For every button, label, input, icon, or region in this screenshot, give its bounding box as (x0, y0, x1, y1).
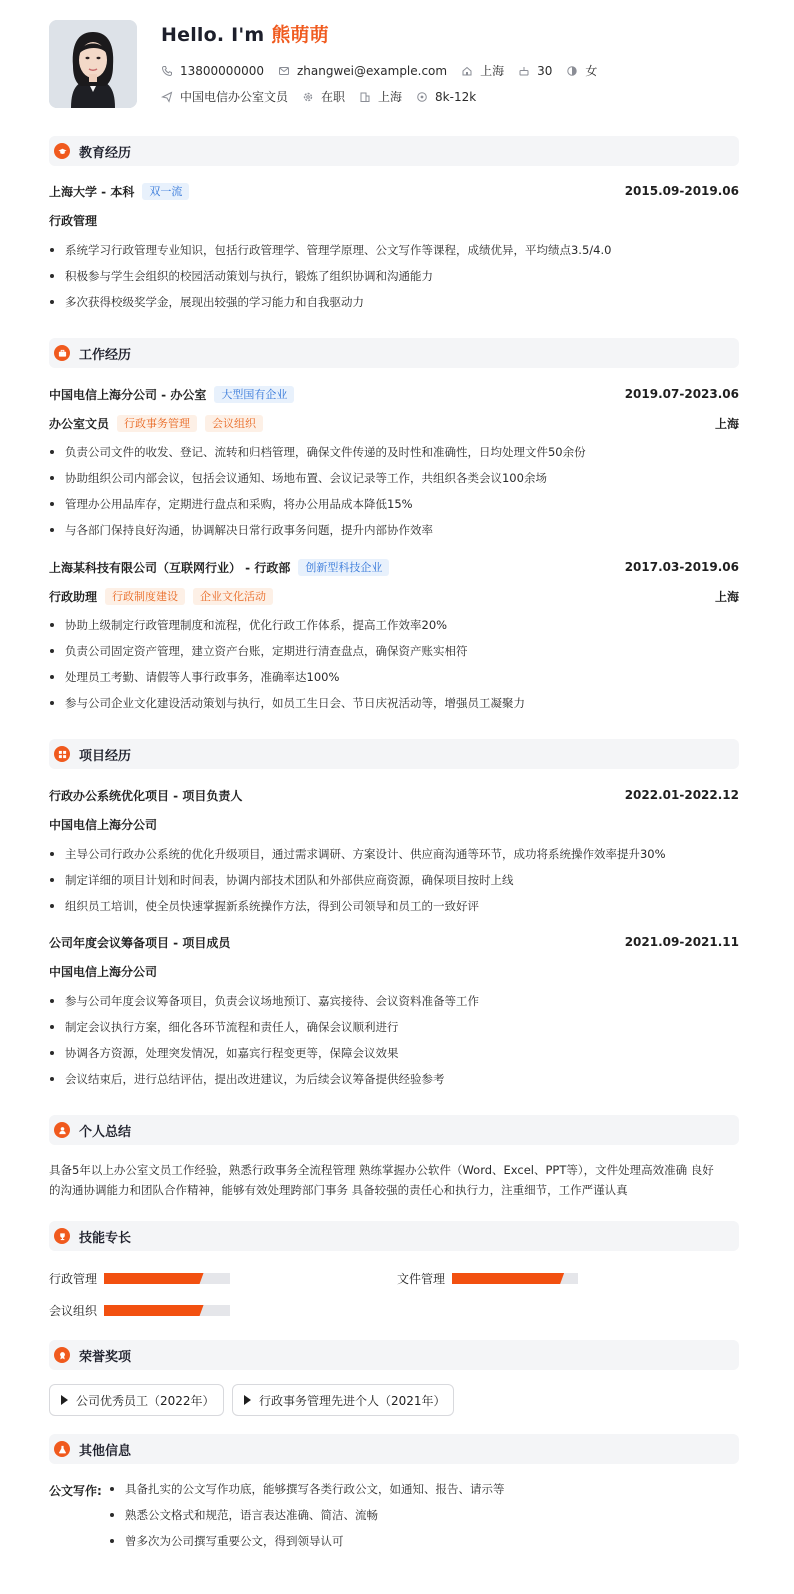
grid-icon (54, 746, 70, 762)
skill-bar-fill (104, 1273, 204, 1284)
skill-bar-fill (104, 1305, 204, 1316)
role-tag: 会议组织 (205, 415, 263, 432)
candidate-name: 熊萌萌 (271, 24, 329, 46)
list-item: 制定详细的项目计划和时间表，协调内部技术团队和外部供应商资源，确保项目按时上线 (49, 870, 739, 896)
home-icon (461, 65, 473, 77)
work-period: 2017.03-2019.06 (624, 560, 739, 574)
major-name: 行政管理 (49, 214, 98, 228)
work-role-row (49, 414, 739, 432)
section-title: 荣誉奖项 (79, 1349, 132, 1365)
send-icon (161, 91, 173, 103)
medal-icon (54, 1347, 70, 1363)
skill-bar (452, 1273, 578, 1284)
role-tag: 行政制度建设 (105, 588, 185, 605)
other-bullets (109, 1479, 739, 1557)
phone-icon (161, 65, 173, 77)
person-icon (54, 1122, 70, 1138)
phone-info: 13800000000 (161, 64, 264, 78)
role-tag: 行政事务管理 (117, 415, 197, 432)
role-name: 行政助理 (49, 589, 98, 604)
skill-item (397, 1270, 578, 1287)
list-item: 处理员工考勤、请假等人事行政事务，准确率达100% (49, 667, 739, 693)
project-bullets (49, 844, 739, 922)
section-education (49, 136, 739, 166)
section-skills (49, 1221, 739, 1251)
project-org: 中国电信上海分公司 (49, 965, 158, 979)
summary-line: 具备5年以上办公室文员工作经验，熟悉行政事务全流程管理 熟练掌握办公软件（Word、Excel、PPT等），文件处理高效准确 良好 (49, 1163, 714, 1177)
greeting-title (161, 20, 329, 47)
work-location: 上海 (714, 589, 739, 604)
work-bullets (49, 615, 739, 719)
list-item: 协助组织公司内部会议，包括会议通知、场地布置、会议记录等工作，共组织各类会议100余场 (49, 468, 739, 494)
project-entry-header (49, 933, 739, 951)
section-work (49, 338, 739, 368)
list-item: 协助上级制定行政管理制度和流程，优化行政工作体系，提高工作效率20% (49, 615, 739, 641)
list-item: 管理办公用品库存，定期进行盘点和采购，将办公用品成本降低15% (49, 494, 739, 520)
skill-bar (104, 1305, 230, 1316)
skill-name: 文件管理 (397, 1272, 446, 1286)
work-entry-header (49, 385, 739, 403)
summary-line: 的沟通协调能力和团队合作精神，能够有效处理跨部门事务 具备较强的责任心和执行力，注重细节，工作严谨认真 (49, 1183, 628, 1197)
status-info: 在职 (302, 88, 345, 105)
other-category-label: 公文写作: (49, 1484, 102, 1498)
salary-info: 8k-12k (416, 90, 476, 104)
triangle-bullet-icon (244, 1395, 251, 1405)
skill-item (49, 1302, 230, 1319)
role-name: 办公室文员 (49, 416, 110, 431)
city-info: 上海 (461, 62, 504, 79)
list-item: 曾多次为公司撰写重要公文，得到领导认可 (109, 1531, 739, 1557)
list-item: 系统学习行政管理专业知识，包括行政管理学、管理学原理、公文写作等课程，成绩优异，平均绩点3.5/4.0 (49, 240, 739, 266)
work-role-row (49, 587, 739, 605)
section-title: 教育经历 (79, 145, 132, 161)
list-item: 多次获得校级奖学金，展现出较强的学习能力和自我驱动力 (49, 292, 739, 318)
list-item: 负责公司固定资产管理，建立资产台账，定期进行清查盘点，确保资产账实相符 (49, 641, 739, 667)
briefcase-icon (54, 345, 70, 361)
status-gear-icon (302, 91, 314, 103)
school-tag: 双一流 (142, 183, 189, 200)
avatar (49, 20, 137, 108)
section-title: 其他信息 (79, 1443, 132, 1459)
education-bullets (49, 240, 739, 318)
honor-item (49, 1384, 224, 1416)
mail-icon (278, 65, 290, 77)
work-location: 上海 (714, 416, 739, 431)
cake-icon (518, 65, 530, 77)
profile-header (49, 20, 739, 112)
section-title: 工作经历 (79, 347, 132, 363)
section-summary (49, 1115, 739, 1145)
job-intent-row (161, 88, 490, 105)
avatar-portrait-icon (49, 20, 137, 108)
work-entry-header (49, 558, 739, 576)
company-name: 中国电信上海分公司 - 办公室 (49, 387, 207, 402)
project-entry-header (49, 786, 739, 804)
list-item: 熟悉公文格式和规范，语言表达准确、简洁、流畅 (109, 1505, 739, 1531)
education-period: 2015.09-2019.06 (624, 184, 739, 198)
flask-icon (54, 1441, 70, 1457)
gender-icon (566, 65, 578, 77)
summary-text (49, 1160, 739, 1200)
education-entry-header (49, 182, 739, 200)
list-item: 参与公司年度会议筹备项目，负责会议场地预订、嘉宾接待、会议资料准备等工作 (49, 991, 739, 1017)
section-other (49, 1434, 739, 1464)
project-title: 公司年度会议筹备项目 - 项目成员 (49, 935, 231, 950)
skill-bar (104, 1273, 230, 1284)
company-tag: 大型国有企业 (214, 386, 294, 403)
work-bullets (49, 442, 739, 546)
graduation-cap-icon (54, 143, 70, 159)
project-org: 中国电信上海分公司 (49, 818, 158, 832)
list-item: 组织员工培训，使全员快速掌握新系统操作方法，得到公司领导和员工的一致好评 (49, 896, 739, 922)
project-title: 行政办公系统优化项目 - 项目负责人 (49, 788, 243, 803)
honor-label: 行政事务管理先进个人（2021年） (259, 1393, 446, 1408)
triangle-bullet-icon (61, 1395, 68, 1405)
list-item: 参与公司企业文化建设活动策划与执行，如员工生日会、节日庆祝活动等，增强员工凝聚力 (49, 693, 739, 719)
work-period: 2019.07-2023.06 (624, 387, 739, 401)
list-item: 会议结束后，进行总结评估，提出改进建议，为后续会议筹备提供经验参考 (49, 1069, 739, 1095)
skill-name: 行政管理 (49, 1272, 98, 1286)
list-item: 协调各方资源，处理突发情况，如嘉宾行程变更等，保障会议效果 (49, 1043, 739, 1069)
greeting-prefix: Hello. I'm (161, 24, 265, 46)
company-tag: 创新型科技企业 (298, 559, 389, 576)
section-honors (49, 1340, 739, 1370)
section-title: 个人总结 (79, 1124, 132, 1140)
list-item: 主导公司行政办公系统的优化升级项目，通过需求调研、方案设计、供应商沟通等环节，成功将系统操作效率提升30% (49, 844, 739, 870)
list-item: 制定会议执行方案，细化各环节流程和责任人，确保会议顺利进行 (49, 1017, 739, 1043)
section-title: 技能专长 (79, 1230, 132, 1246)
role-tag: 企业文化活动 (193, 588, 273, 605)
email-info: zhangwei@example.com (278, 64, 447, 78)
trophy-icon (54, 1228, 70, 1244)
honor-item (232, 1384, 454, 1416)
section-projects (49, 739, 739, 769)
list-item: 具备扎实的公文写作功底，能够撰写各类行政公文，如通知、报告、请示等 (109, 1479, 739, 1505)
honor-label: 公司优秀员工（2022年） (76, 1393, 215, 1408)
skill-item (49, 1270, 230, 1287)
target-city-info: 上海 (359, 88, 402, 105)
project-bullets (49, 991, 739, 1095)
skill-name: 会议组织 (49, 1304, 98, 1318)
project-period: 2022.01-2022.12 (624, 788, 739, 802)
list-item: 积极参与学生会组织的校园活动策划与执行，锻炼了组织协调和沟通能力 (49, 266, 739, 292)
school-name: 上海大学 - 本科 (49, 184, 135, 199)
target-job-info: 中国电信办公室文员 (161, 88, 288, 105)
age-info: 30 (518, 64, 552, 78)
building-icon (359, 91, 371, 103)
list-item: 负责公司文件的收发、登记、流转和归档管理，确保文件传递的及时性和准确性，日均处理文件50余份 (49, 442, 739, 468)
company-name: 上海某科技有限公司（互联网行业） - 行政部 (49, 560, 291, 575)
section-title: 项目经历 (79, 748, 132, 764)
gender-info: 女 (566, 62, 597, 79)
salary-coin-icon (416, 91, 428, 103)
list-item: 与各部门保持良好沟通，协调解决日常行政事务问题，提升内部协作效率 (49, 520, 739, 546)
skill-bar-fill (452, 1273, 564, 1284)
project-period: 2021.09-2021.11 (624, 935, 739, 949)
contact-row (161, 62, 611, 79)
